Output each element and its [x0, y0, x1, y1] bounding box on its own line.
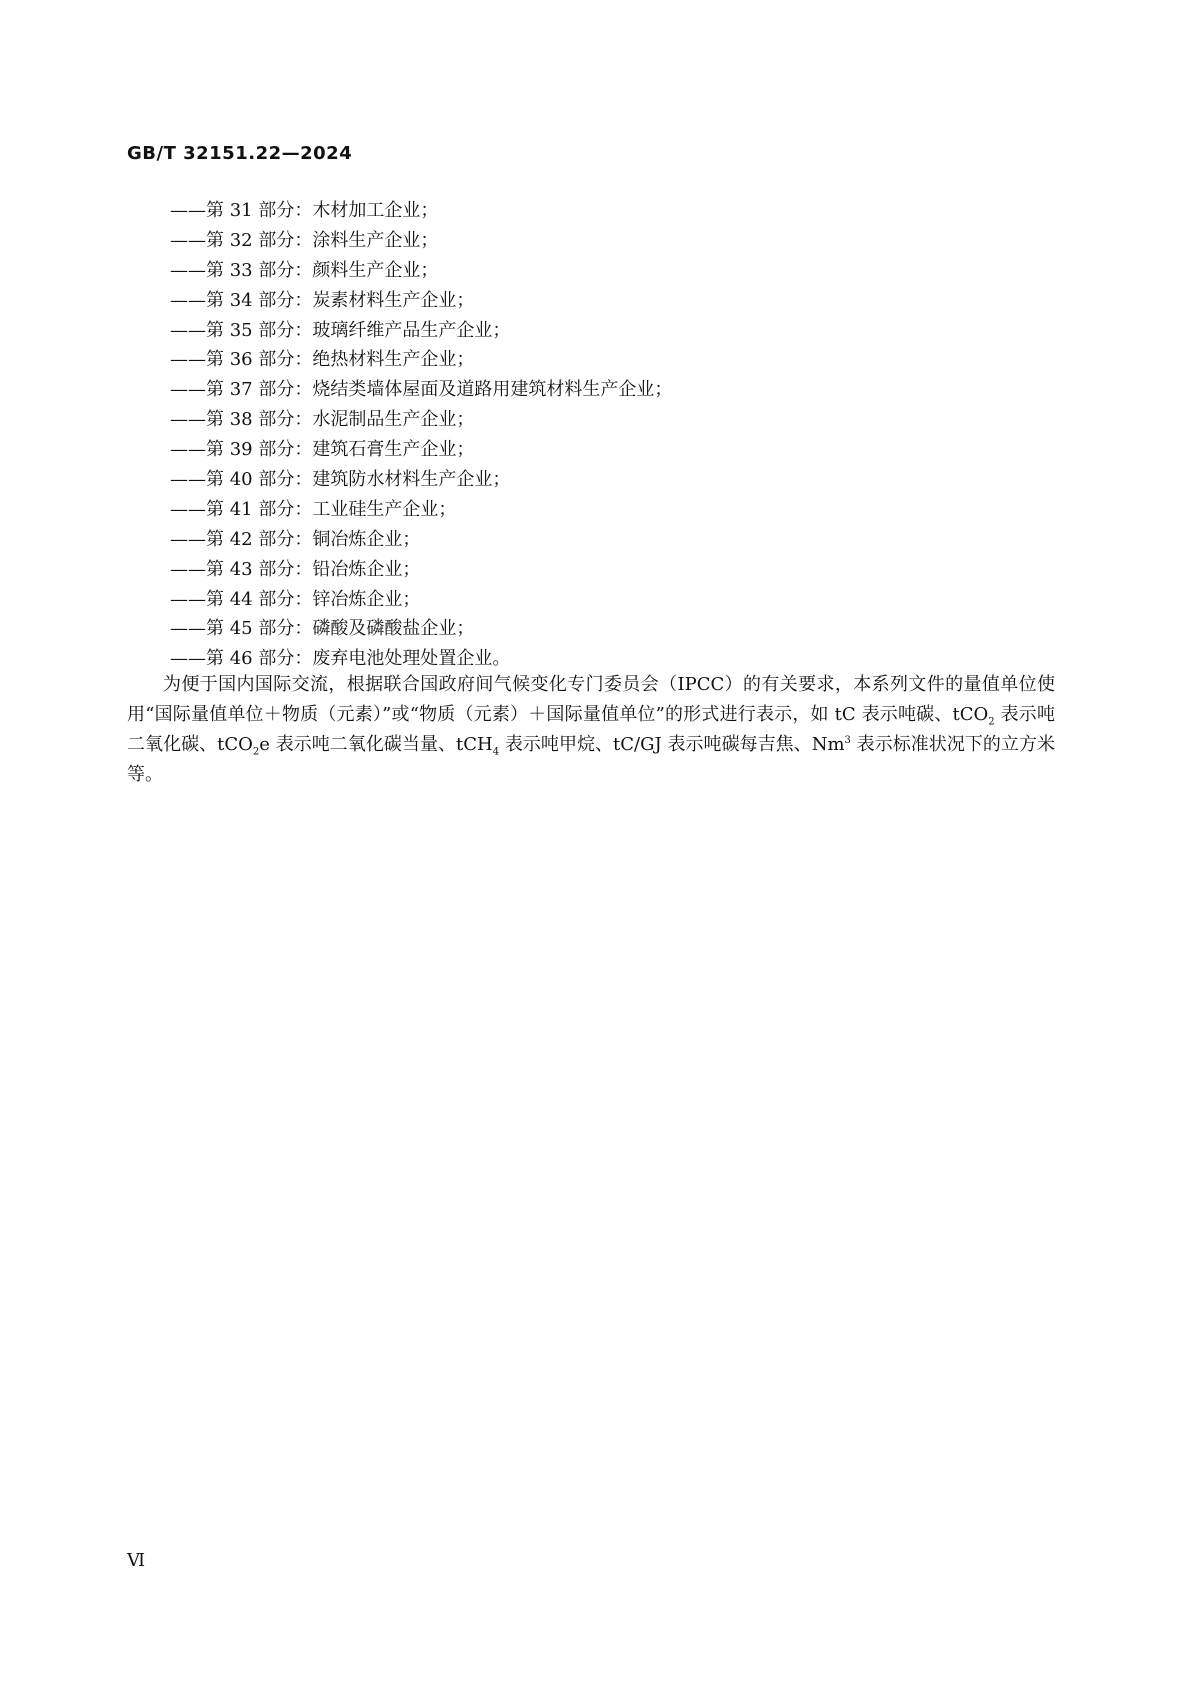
list-item: ——第 39 部分：建筑石膏生产企业；: [170, 439, 475, 461]
list-item: ——第 44 部分：锌冶炼企业；: [170, 588, 421, 610]
paragraph-text: 表示吨二氧化碳、tCO: [127, 704, 1055, 755]
list-item: ——第 32 部分：涂料生产企业；: [170, 229, 439, 251]
list-item: ——第 35 部分：玻璃纤维产品生产企业；: [170, 319, 511, 341]
paragraph-text: 为便于国内国际交流，根据联合国政府间气候变化专门委员会（IPCC）的有关要求，本系列文件的量值单位使用“国际量值单位＋物质（元素）”或“物质（元素）＋国际量值单位”的形式进行表示，如 tC 表示吨碳、tCO: [127, 674, 1055, 725]
paragraph-text: 表示吨甲烷、tC/GJ 表示吨碳每吉焦、Nm: [499, 734, 845, 755]
standard-code: GB/T 32151.22—2024: [127, 143, 353, 164]
list-item: ——第 31 部分：木材加工企业；: [170, 200, 439, 221]
list-item: ——第 36 部分：绝热材料生产企业；: [170, 349, 475, 371]
list-item: ——第 46 部分：废弃电池处理处置企业。: [170, 648, 511, 670]
list-item: ——第 37 部分：烧结类墙体屋面及道路用建筑材料生产企业；: [170, 379, 673, 401]
list-item: ——第 45 部分：磷酸及磷酸盐企业；: [170, 618, 475, 640]
parts-list: [170, 196, 672, 674]
list-item: ——第 43 部分：铅冶炼企业；: [170, 558, 421, 580]
paragraph-text: e 表示吨二氧化碳当量、tCH: [259, 734, 493, 755]
superscript: 3: [844, 735, 851, 746]
list-item: ——第 41 部分：工业硅生产企业；: [170, 498, 457, 520]
page-number: Ⅵ: [127, 1550, 146, 1571]
units-explanation-paragraph: [127, 670, 1055, 790]
subscript: 2: [252, 746, 260, 758]
list-item: ——第 40 部分：建筑防水材料生产企业；: [170, 469, 511, 491]
list-item: ——第 33 部分：颜料生产企业；: [170, 259, 439, 281]
list-item: ——第 38 部分：水泥制品生产企业；: [170, 409, 475, 431]
list-item: ——第 34 部分：炭素材料生产企业；: [170, 289, 475, 311]
list-item: ——第 42 部分：铜冶炼企业；: [170, 528, 421, 550]
subscript: 2: [988, 716, 995, 728]
paragraph-text: 表示标准状况下的立方米等。: [127, 734, 1055, 785]
subscript: 4: [492, 746, 500, 758]
